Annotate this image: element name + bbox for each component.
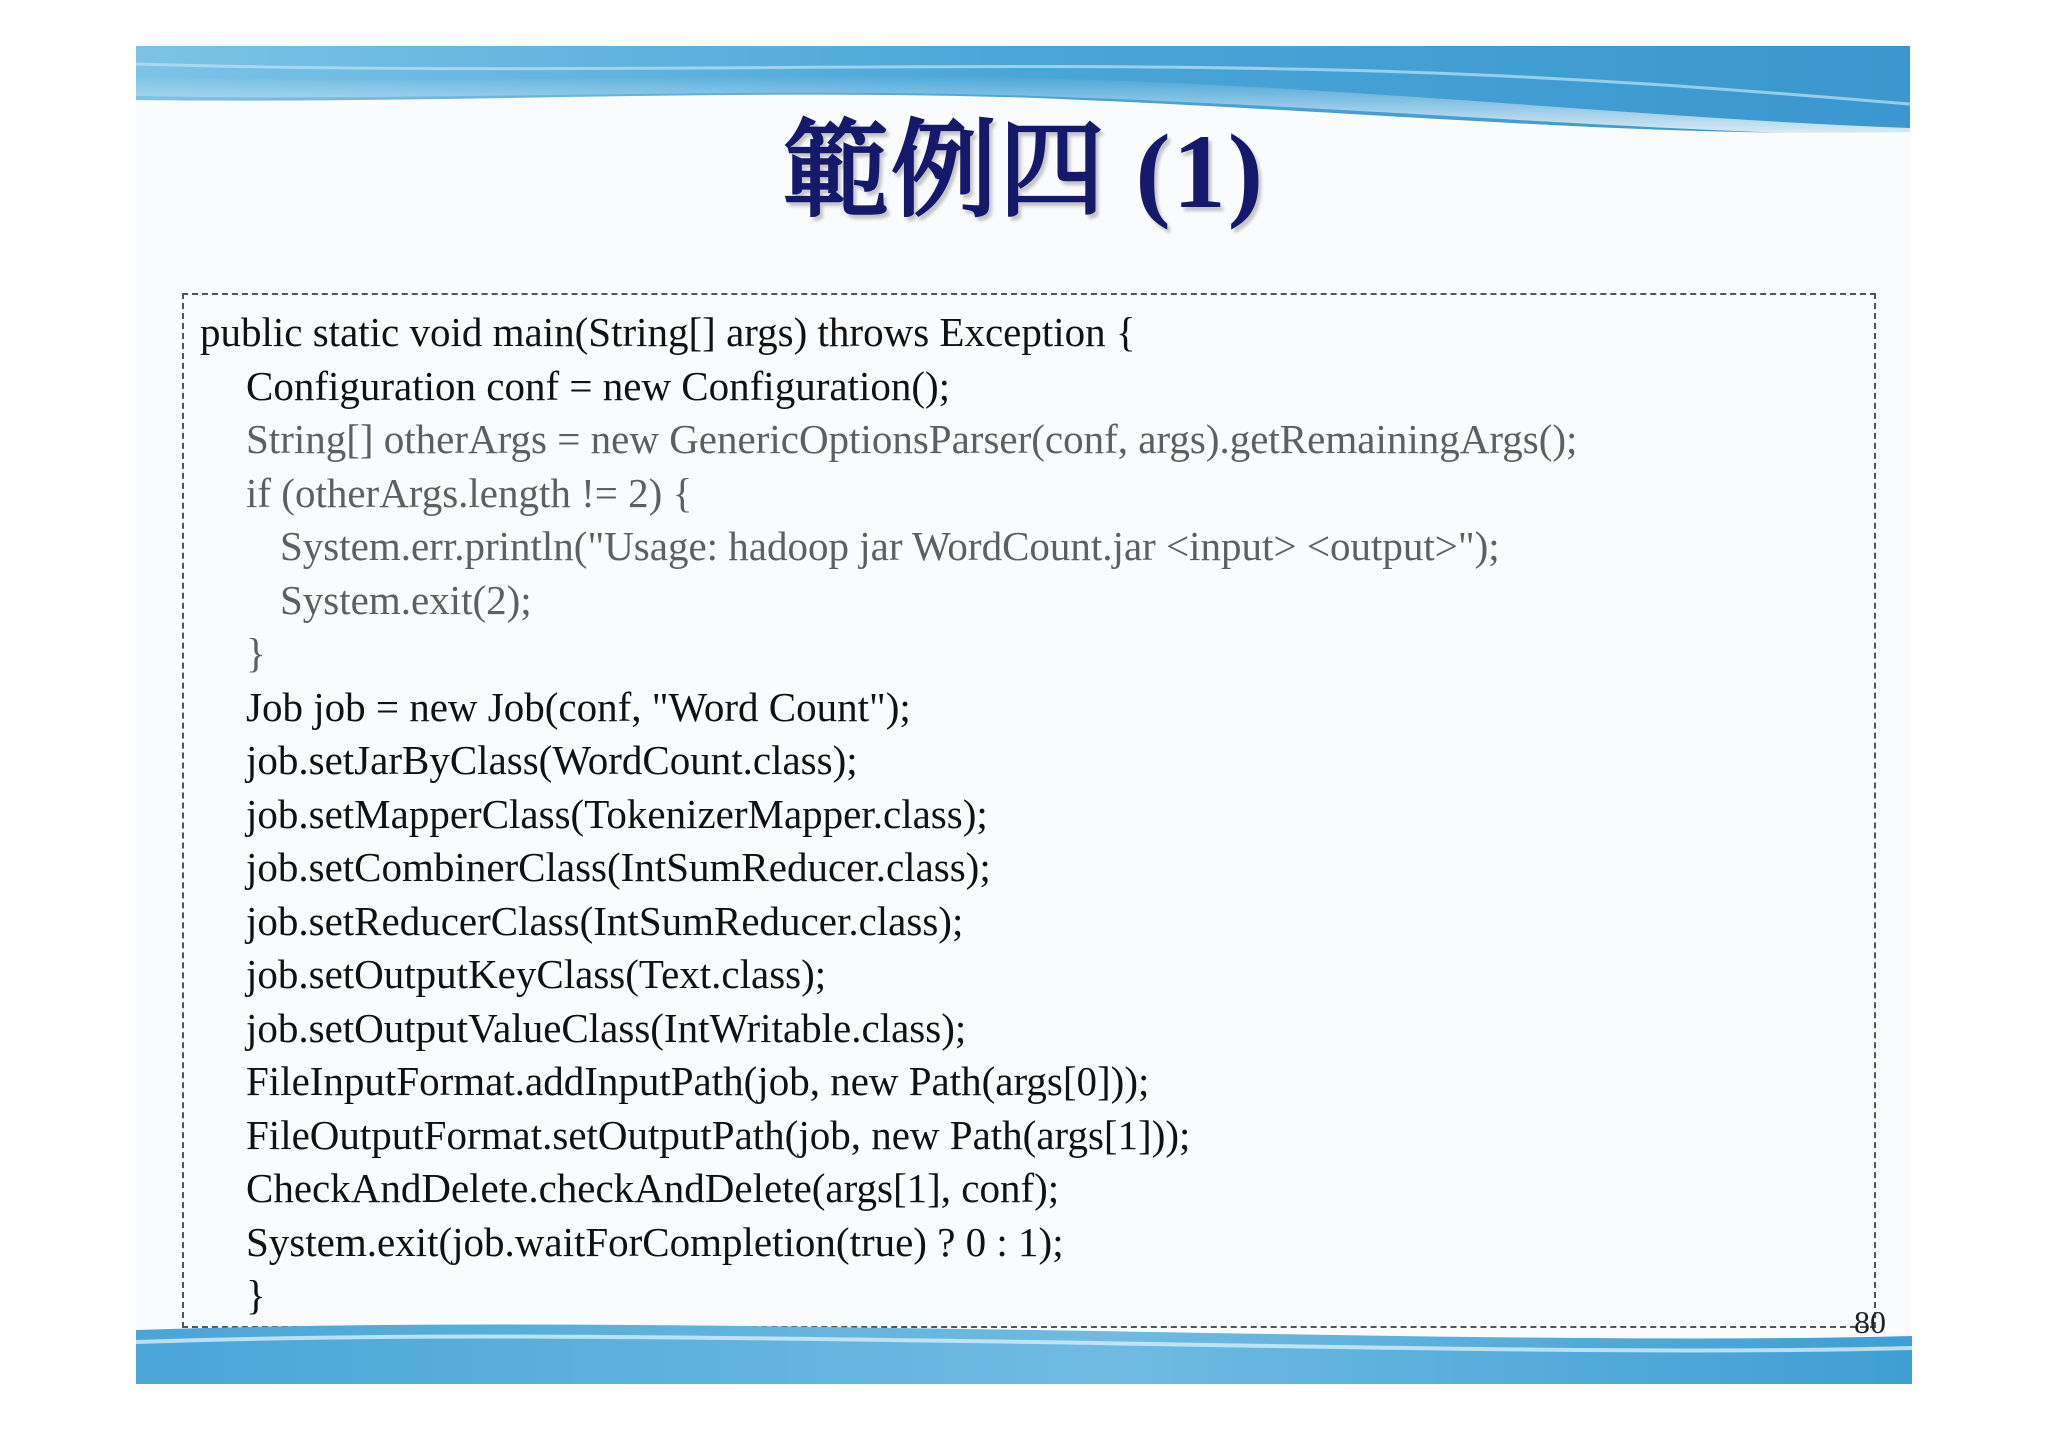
code-line: FileInputFormat.addInputPath(job, new Path(args[0])); xyxy=(246,1058,1150,1104)
code-line: job.setOutputKeyClass(Text.class); xyxy=(246,951,827,997)
code-line: CheckAndDelete.checkAndDelete(args[1], conf); xyxy=(246,1165,1060,1211)
page-number: 80 xyxy=(1854,1304,1886,1340)
code-line: if (otherArgs.length != 2) { xyxy=(246,469,693,516)
code-line: job.setOutputValueClass(IntWritable.class); xyxy=(246,1004,967,1051)
code-line: System.err.println("Usage: hadoop jar WordCount.jar <input> <output>"); xyxy=(280,523,1500,569)
code-line: } xyxy=(246,630,266,676)
code-line: job.setCombinerClass(IntSumReducer.class); xyxy=(246,844,991,890)
code-line: } xyxy=(246,1272,266,1318)
code-line: FileOutputFormat.setOutputPath(job, new Path(args[1])); xyxy=(246,1111,1191,1158)
code-line: String[] otherArgs = new GenericOptionsParser(conf, args).getRemainingArgs(); xyxy=(246,416,1578,462)
code-line: job.setJarByClass(WordCount.class); xyxy=(246,737,858,783)
code-line: job.setMapperClass(TokenizerMapper.class); xyxy=(246,790,988,837)
code-line: public static void main(String[] args) throws Exception { xyxy=(200,309,1136,355)
code-listing xyxy=(200,306,1860,1323)
bottom-wave-banner xyxy=(136,1316,1912,1384)
slide-title: 範例四 (1) xyxy=(782,113,1266,230)
code-line: Job job = new Job(conf, "Word Count"); xyxy=(246,683,911,730)
code-line: System.exit(job.waitForCompletion(true) ? 0 : 1); xyxy=(246,1218,1064,1265)
code-line: Configuration conf = new Configuration(); xyxy=(246,362,951,409)
code-line: System.exit(2); xyxy=(280,576,532,623)
code-line: job.setReducerClass(IntSumReducer.class); xyxy=(246,897,964,944)
